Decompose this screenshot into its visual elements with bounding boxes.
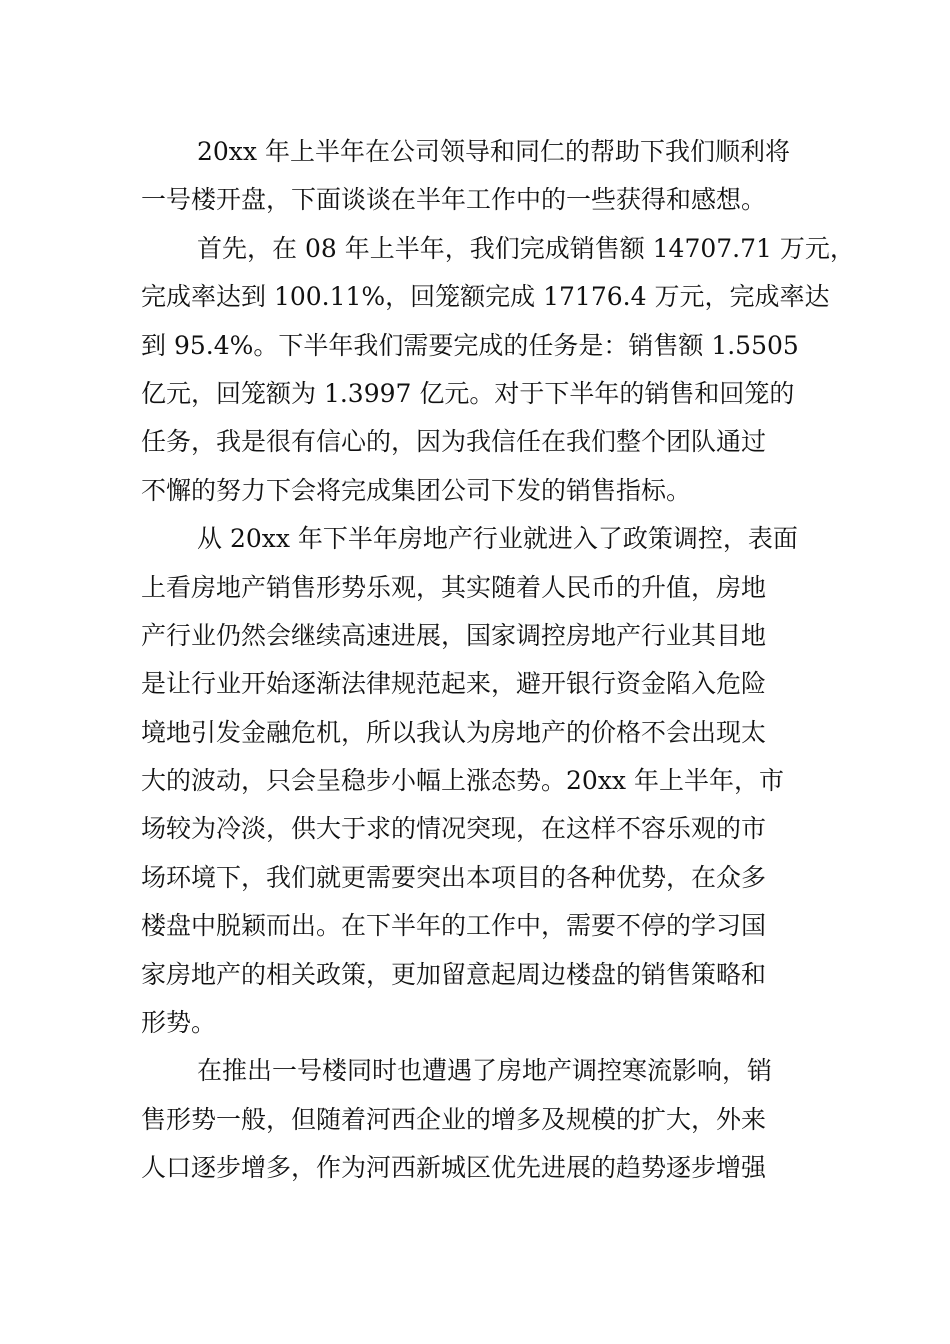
paragraph-3-line-6: 大的波动，只会呈稳步小幅上涨态势。20xx 年上半年，市 (141, 766, 784, 796)
paragraph-3-line-10: 家房地产的相关政策，更加留意起周边楼盘的销售策略和 (141, 959, 767, 989)
paragraph-1-line-1: 20xx 年上半年在公司领导和同仁的帮助下我们顺利将 (197, 137, 790, 166)
paragraph-3-line-7: 场较为冷淡，供大于求的情况突现，在这样不容乐观的市 (141, 814, 767, 844)
paragraph-3-line-5: 境地引发金融危机，所以我认为房地产的价格不会出现太 (141, 717, 767, 747)
paragraph-3-line-3: 产行业仍然会继续高速进展，国家调控房地产行业其目地 (141, 620, 767, 650)
paragraph-2-line-6: 不懈的努力下会将完成集团公司下发的销售指标。 (141, 475, 692, 505)
paragraph-2-line-5: 任务，我是很有信心的，因为我信任在我们整个团队通过 (141, 427, 767, 457)
paragraph-2-line-3: 到 95.4%。下半年我们需要完成的任务是：销售额 1.5505 (141, 330, 799, 360)
paragraph-3-line-1: 从 20xx 年下半年房地产行业就进入了政策调控，表面 (197, 524, 798, 554)
paragraph-3-line-4: 是让行业开始逐渐法律规范起来，避开银行资金陷入危险 (141, 669, 767, 699)
body-text (141, 128, 855, 1193)
paragraph-4-line-3: 人口逐步增多，作为河西新城区优先进展的趋势逐步增强 (141, 1153, 767, 1183)
paragraph-2-line-4: 亿元，回笼额为 1.3997 亿元。对于下半年的销售和回笼的 (141, 378, 795, 408)
paragraph-2-line-1: 首先，在 08 年上半年，我们完成销售额 14707.71 万元， (197, 233, 855, 263)
paragraph-3-line-9: 楼盘中脱颖而出。在下半年的工作中，需要不停的学习国 (141, 911, 767, 941)
paragraph-3-line-2: 上看房地产销售形势乐观，其实随着人民币的升值，房地 (141, 572, 767, 602)
paragraph-1-line-2: 一号楼开盘，下面谈谈在半年工作中的一些获得和感想。 (141, 185, 767, 215)
paragraph-2-line-2: 完成率达到 100.11%，回笼额完成 17176.4 万元，完成率达 (141, 282, 830, 312)
paragraph-4-line-2: 售形势一般，但随着河西企业的增多及规模的扩大，外来 (141, 1104, 767, 1134)
paragraph-3-line-8: 场环境下，我们就更需要突出本项目的各种优势，在众多 (141, 862, 767, 892)
paragraph-4-line-1: 在推出一号楼同时也遭遇了房地产调控寒流影响，销 (197, 1056, 773, 1086)
paragraph-3-line-11: 形势。 (141, 1008, 217, 1038)
